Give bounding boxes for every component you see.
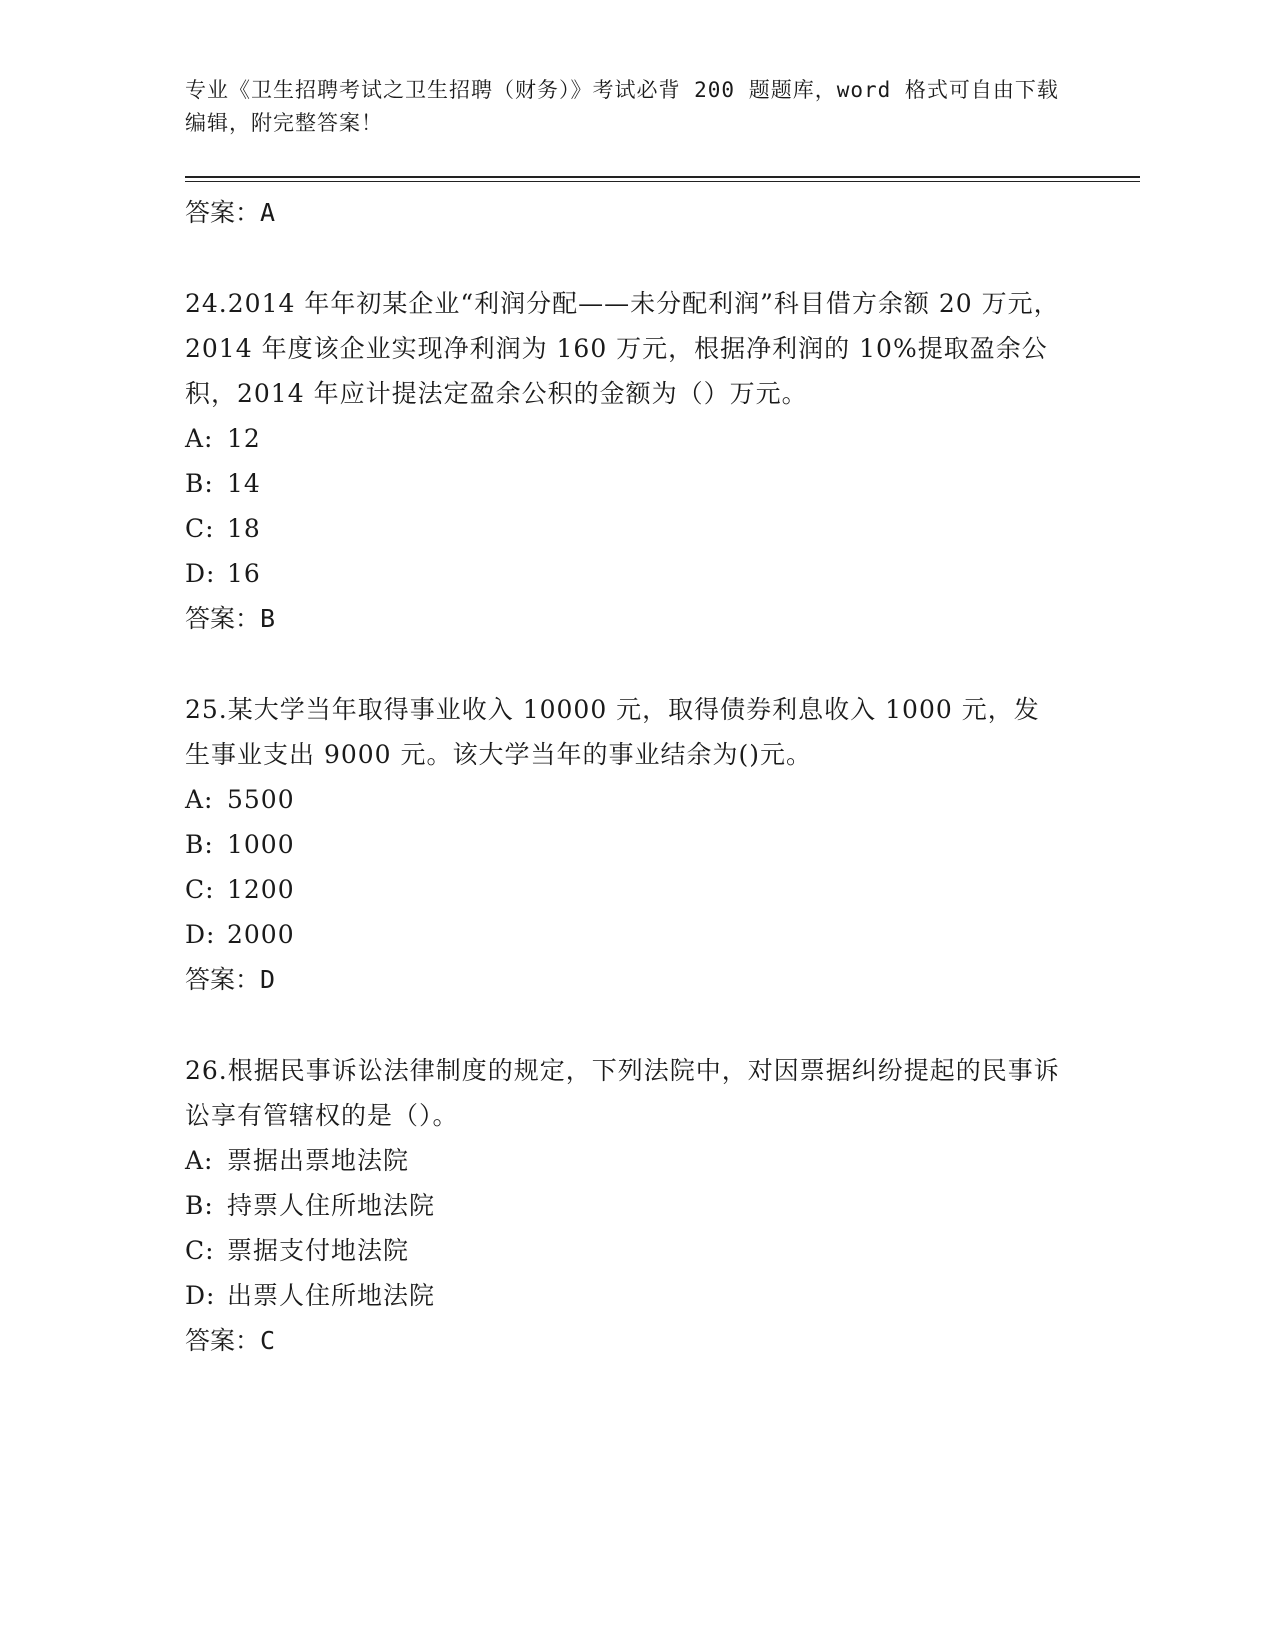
header-rule-thick (185, 176, 1140, 178)
option-letter: D: (185, 920, 216, 949)
option-24-a (185, 416, 1065, 461)
document-body (185, 190, 1065, 1363)
option-text: 出票人住所地法院 (227, 1281, 436, 1310)
option-text: 16 (227, 559, 261, 588)
option-25-a (185, 777, 1065, 822)
option-text: 5500 (227, 785, 295, 814)
option-letter: D: (185, 559, 216, 588)
option-24-b (185, 461, 1065, 506)
question-block-26 (185, 1048, 1065, 1363)
option-26-d (185, 1273, 1065, 1318)
option-25-b (185, 822, 1065, 867)
answer-line-24: 答案：B (185, 604, 276, 633)
option-26-b (185, 1183, 1065, 1228)
option-25-c (185, 867, 1065, 912)
option-letter: C: (185, 875, 215, 904)
answer-line-25: 答案：D (185, 965, 276, 994)
header-rule-thin (185, 181, 1140, 182)
option-letter: D: (185, 1281, 216, 1310)
option-letter: A: (185, 1146, 214, 1175)
option-letter: B: (185, 830, 214, 859)
option-letter: C: (185, 1236, 215, 1265)
option-text: 2000 (227, 920, 295, 949)
option-letter: C: (185, 514, 215, 543)
option-text: 票据出票地法院 (227, 1146, 410, 1175)
option-letter: B: (185, 469, 214, 498)
question-block-25 (185, 687, 1065, 1002)
option-letter: B: (185, 1191, 214, 1220)
option-text: 持票人住所地法院 (227, 1191, 436, 1220)
option-letter: A: (185, 424, 214, 453)
question-stem-26: 26.根据民事诉讼法律制度的规定，下列法院中，对因票据纠纷提起的民事诉讼享有管辖权的是（）。 (185, 1056, 1060, 1130)
option-text: 14 (227, 469, 261, 498)
answer-line-26: 答案：C (185, 1326, 276, 1355)
question-block-24 (185, 281, 1065, 641)
option-letter: A: (185, 785, 214, 814)
option-text: 票据支付地法院 (227, 1236, 410, 1265)
option-26-a (185, 1138, 1065, 1183)
option-24-d (185, 551, 1065, 596)
option-text: 1000 (227, 830, 295, 859)
option-24-c (185, 506, 1065, 551)
option-text: 18 (227, 514, 261, 543)
document-header: 专业《卫生招聘考试之卫生招聘（财务）》考试必背 200 题题库，word 格式可自由下载编辑，附完整答案！ (185, 78, 1059, 135)
question-stem-25: 25.某大学当年取得事业收入 10000 元，取得债券利息收入 1000 元，发生事业支出 9000 元。该大学当年的事业结余为()元。 (185, 695, 1040, 769)
option-text: 12 (227, 424, 261, 453)
option-25-d (185, 912, 1065, 957)
option-26-c (185, 1228, 1065, 1273)
question-stem-24: 24.2014 年年初某企业“利润分配——未分配利润”科目借方余额 20 万元，2014 年度该企业实现净利润为 160 万元，根据净利润的 10%提取盈余公积，2014 年应计提法定盈余公积的金额为（）万元。 (185, 289, 1060, 408)
answer-line-prev: 答案：A (185, 198, 276, 227)
option-text: 1200 (227, 875, 295, 904)
